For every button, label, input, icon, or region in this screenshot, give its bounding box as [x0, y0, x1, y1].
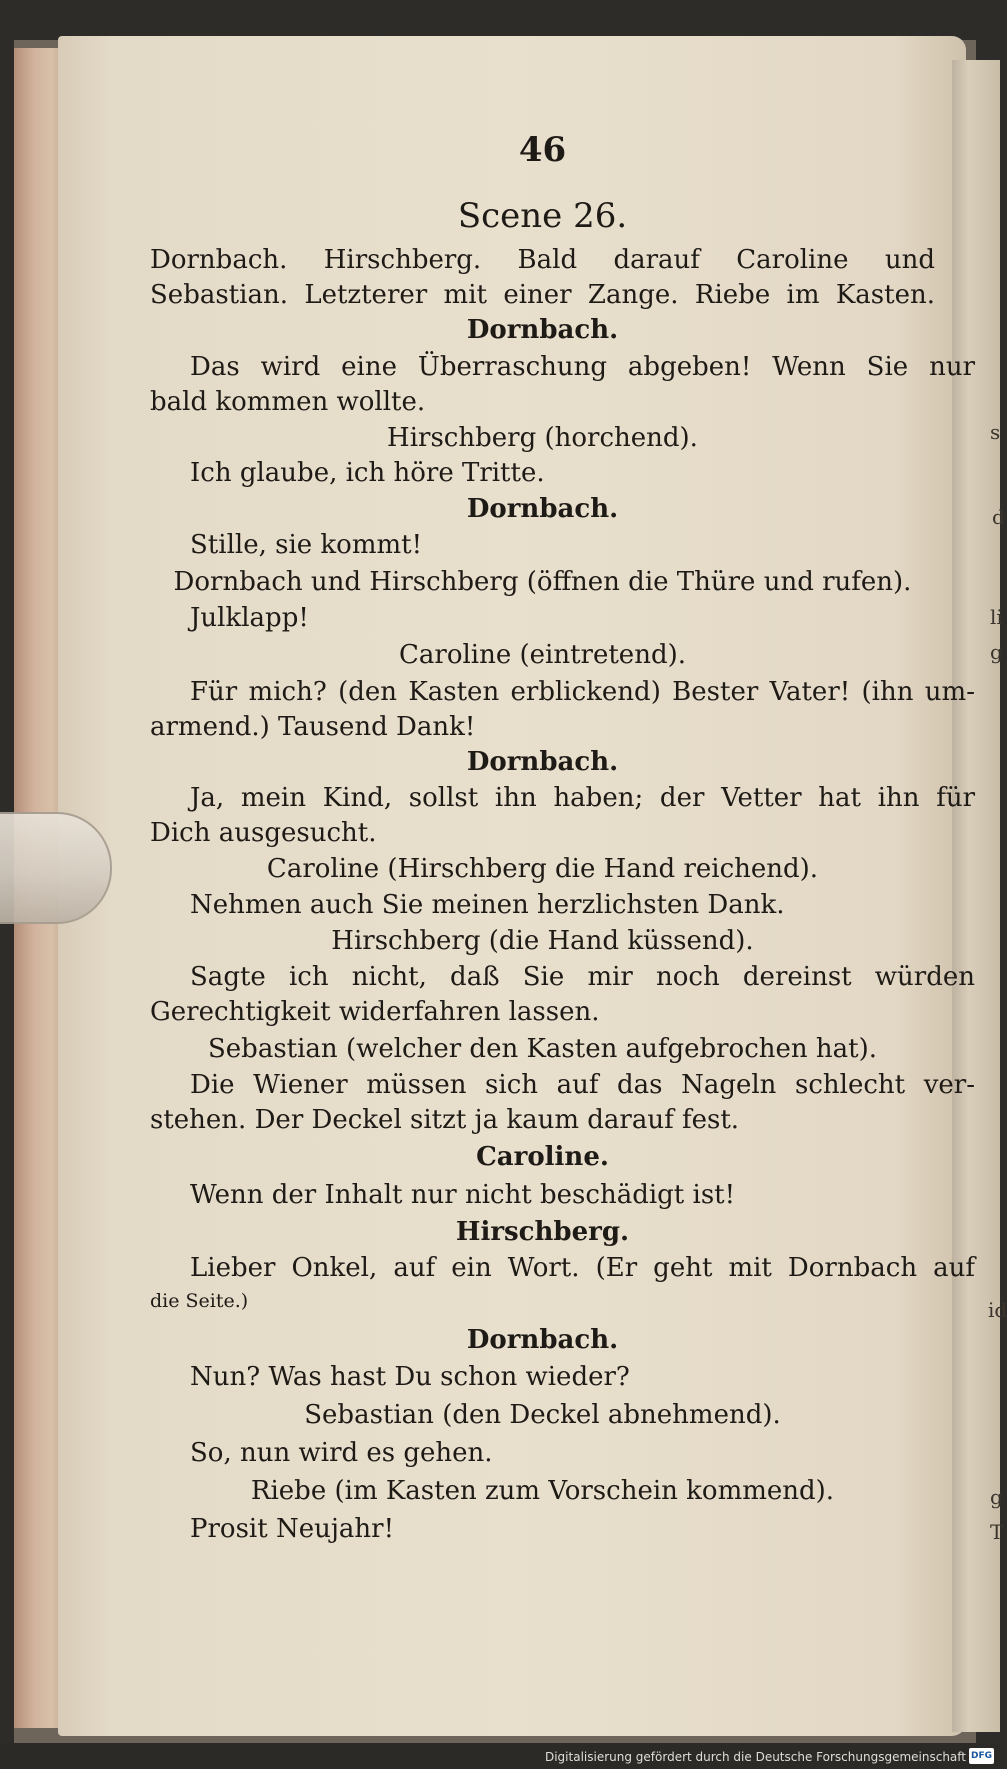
- text-line: Wenn der Inhalt nur nicht beschädigt ist!: [190, 1180, 736, 1210]
- dfg-logo: DFG: [969, 1748, 994, 1764]
- text-line: Stille, sie kommt!: [190, 530, 423, 560]
- text-line: Dornbach. Hirschberg. Bald darauf Caroline und: [150, 245, 935, 275]
- text-line: Dich ausgesucht.: [150, 818, 377, 848]
- text-line: So, nun wird es gehen.: [190, 1438, 493, 1468]
- speaker-heading: Sebastian (den Deckel abnehmend).: [304, 1400, 781, 1430]
- text-line: Sebastian. Letzterer mit einer Zange. Riebe im Kasten.: [150, 280, 935, 310]
- speaker-heading: Hirschberg (die Hand küssend).: [331, 926, 754, 956]
- speaker-heading: Dornbach.: [466, 747, 619, 777]
- text-line: Für mich? (den Kasten erblickend) Bester Vater! (ihn um-: [190, 677, 975, 707]
- text-line: Die Wiener müssen sich auf das Nageln schlecht ver-: [190, 1070, 975, 1100]
- speaker-heading: Dornbach.: [466, 1325, 619, 1355]
- speaker-heading: Dornbach.: [466, 494, 619, 524]
- bleed-through-text: d: [992, 505, 1005, 529]
- speaker-heading: Hirschberg (horchend).: [387, 423, 698, 453]
- speaker-heading: Caroline (eintretend).: [399, 640, 686, 670]
- text-line: Sagte ich nicht, daß Sie mir noch dereinst würden: [190, 962, 975, 992]
- text-line: Nun? Was hast Du schon wieder?: [190, 1362, 630, 1392]
- speaker-heading: Dornbach.: [466, 315, 619, 345]
- text-line: Prosit Neujahr!: [190, 1514, 395, 1544]
- text-line: Das wird eine Überraschung abgeben! Wenn Sie nur: [190, 352, 975, 382]
- text-line: Lieber Onkel, auf ein Wort. (Er geht mit Dornbach auf: [190, 1253, 975, 1283]
- text-line: bald kommen wollte.: [150, 387, 426, 417]
- bleed-through-text: T: [990, 1520, 1004, 1544]
- page-number: 46: [518, 130, 567, 170]
- bleed-through-text: g: [990, 640, 1003, 664]
- speaker-heading: Caroline (Hirschberg die Hand reichend).: [266, 854, 819, 884]
- bleed-through-text: li: [990, 605, 1003, 629]
- text-line: Julklapp!: [190, 603, 309, 633]
- text-line: Ich glaube, ich höre Tritte.: [190, 458, 545, 488]
- text-line: Nehmen auch Sie meinen herzlichsten Dank.: [190, 890, 785, 920]
- digitization-credit: Digitalisierung gefördert durch die Deutsche Forschungsgemeinschaft: [544, 1750, 966, 1764]
- text-line: stehen. Der Deckel sitzt ja kaum darauf fest.: [150, 1105, 740, 1135]
- footer-bar: [0, 1743, 1000, 1769]
- text-line: die Seite.): [150, 1290, 249, 1312]
- speaker-heading: Dornbach und Hirschberg (öffnen die Thüre und rufen).: [173, 567, 912, 597]
- text-line: armend.) Tausend Dank!: [150, 712, 476, 742]
- scene-heading: Scene 26.: [457, 196, 628, 236]
- speaker-heading: Sebastian (welcher den Kasten aufgebrochen hat).: [207, 1034, 878, 1064]
- bleed-through-text: g: [990, 1485, 1003, 1509]
- speaker-heading: Caroline.: [476, 1142, 609, 1172]
- speaker-heading: Riebe (im Kasten zum Vorschein kommend).: [250, 1476, 835, 1506]
- scanner-thumb: [0, 812, 112, 924]
- speaker-heading: Hirschberg.: [455, 1217, 630, 1247]
- bleed-through-text: id: [988, 1298, 1007, 1322]
- text-line: Gerechtigkeit widerfahren lassen.: [150, 997, 600, 1027]
- bleed-through-text: s: [990, 420, 1001, 444]
- text-line: Ja, mein Kind, sollst ihn haben; der Vetter hat ihn für: [190, 783, 975, 813]
